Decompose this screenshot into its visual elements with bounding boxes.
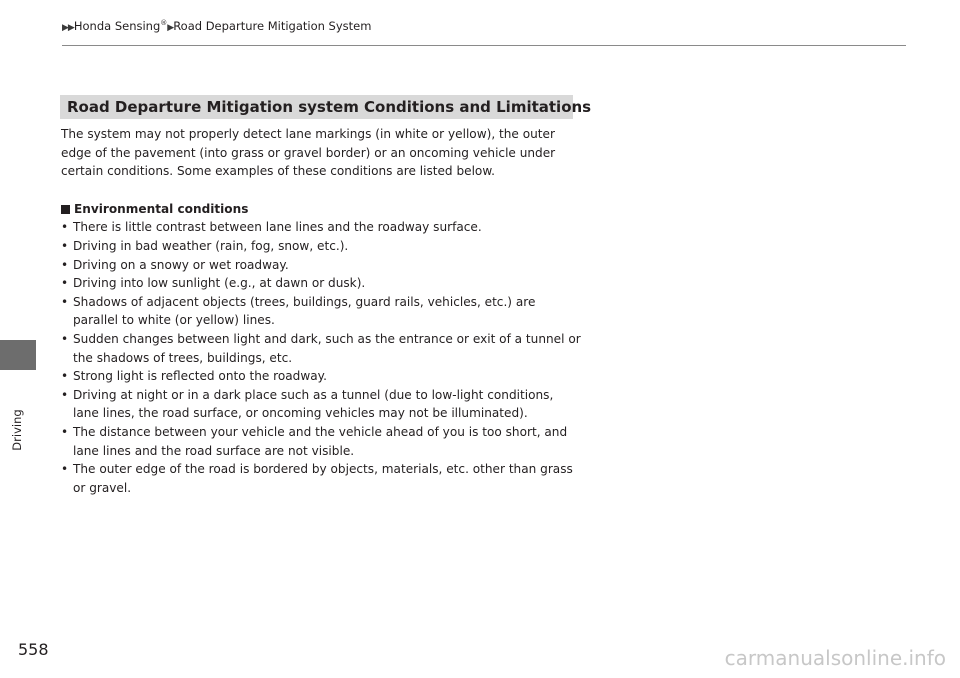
section-heading: [60, 95, 592, 119]
list-item: • The distance between your vehicle and the vehicle ahead of you is too short, and lane lines and the road surface are not visible.: [61, 423, 581, 460]
list-item: • Driving into low sunlight (e.g., at dawn or dusk).: [61, 274, 581, 293]
list-item: • Sudden changes between light and dark, such as the entrance or exit of a tunnel or the shadows of trees, buildings, etc.: [61, 330, 581, 367]
intro-paragraph: The system may not properly detect lane markings (in white or yellow), the outer edge of the pavement (into grass or gravel border) or an oncoming vehicle under certain conditions. Some examples of these conditions are listed below.: [61, 127, 556, 179]
breadcrumb-item-rdm-system[interactable]: Road Departure Mitigation System: [173, 19, 372, 33]
header-divider: [62, 45, 906, 46]
list-item: • Driving on a snowy or wet roadway.: [61, 256, 581, 275]
subheading-square-icon: [61, 205, 70, 214]
section-title: Road Departure Mitigation system Conditions and Limitations: [67, 98, 592, 116]
breadcrumb: [62, 19, 371, 33]
conditions-list: [61, 218, 581, 497]
chapter-label-text: Driving: [10, 409, 24, 451]
page-number: 558: [18, 640, 49, 659]
watermark: carmanualsonline.info: [724, 646, 946, 670]
list-item: • There is little contrast between lane lines and the roadway surface.: [61, 218, 581, 237]
list-item: • Driving in bad weather (rain, fog, snow, etc.).: [61, 237, 581, 256]
chapter-label: [2, 400, 32, 460]
list-item: • Shadows of adjacent objects (trees, buildings, guard rails, vehicles, etc.) are parallel to white (or yellow) lines.: [61, 293, 581, 330]
list-item: • Driving at night or in a dark place such as a tunnel (due to low-light conditions, lane lines, the road surface, or oncoming vehicles may not be illuminated).: [61, 386, 581, 423]
main-content: [61, 125, 581, 497]
environmental-heading: [61, 200, 581, 219]
breadcrumb-arrow-icon: ▶▶: [62, 23, 74, 33]
breadcrumb-arrow-icon: ▶: [167, 23, 174, 33]
list-item: • The outer edge of the road is bordered by objects, materials, etc. other than grass or gravel.: [61, 460, 581, 497]
environmental-heading-text: Environmental conditions: [74, 201, 249, 216]
breadcrumb-item-honda-sensing[interactable]: Honda Sensing: [73, 19, 161, 33]
list-item: • Strong light is reflected onto the roadway.: [61, 367, 581, 386]
chapter-tab-marker: [0, 340, 36, 370]
registered-mark: ®: [160, 19, 168, 28]
